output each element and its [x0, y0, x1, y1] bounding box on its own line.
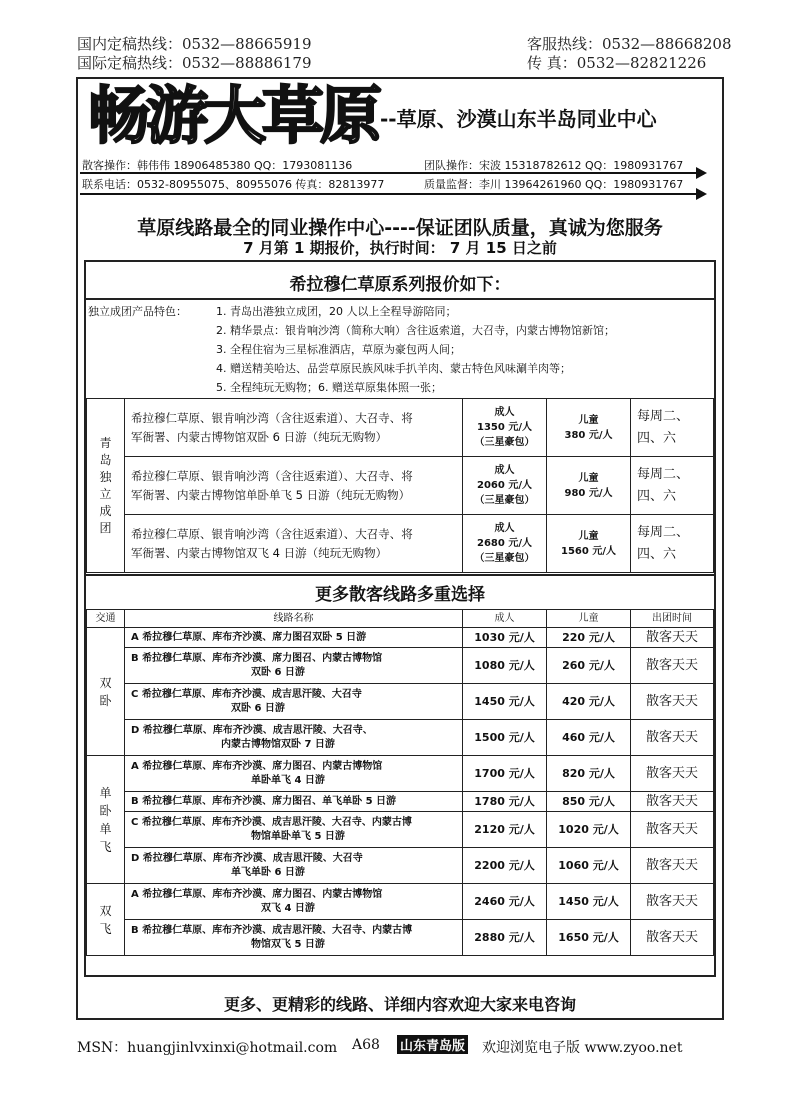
group-label — [87, 399, 125, 573]
route-line: 单卧单飞 4 日游 — [251, 774, 325, 786]
days-line: 四、六 — [637, 546, 677, 562]
label-char: 成 — [99, 503, 112, 518]
child-price: 820 元/人 — [547, 756, 631, 792]
child-label: 儿童 — [578, 414, 599, 426]
retail-routes-table — [86, 609, 714, 956]
label-char: 卧 — [99, 803, 112, 818]
adult-price: 2120 元/人 — [463, 812, 547, 848]
adult-price — [463, 515, 547, 573]
route-line: 物馆双飞 5 日游 — [251, 938, 325, 950]
child-price: 850 元/人 — [547, 792, 631, 812]
adult-price: 2460 元/人 — [463, 884, 547, 920]
arrow-icon — [696, 167, 707, 179]
adult-price: 2880 元/人 — [463, 920, 547, 956]
label-char: 青 — [99, 435, 112, 450]
child-price: 1450 元/人 — [547, 884, 631, 920]
route-line: C 希拉穆仁草原、库布齐沙漠、成吉思汗陵、大召寺 — [131, 688, 362, 700]
header-transport: 交通 — [87, 610, 125, 628]
child-price-value: 380 元/人 — [564, 429, 613, 441]
child-price — [547, 515, 631, 573]
label-char: 单 — [99, 821, 112, 836]
departure: 散客天天 — [631, 920, 714, 956]
divider-arrow-line — [80, 172, 698, 174]
departure: 散客天天 — [631, 756, 714, 792]
adult-price-value: 2680 元/人 — [477, 538, 532, 549]
adult-price: 1450 元/人 — [463, 684, 547, 720]
table-row — [87, 812, 714, 848]
route-line: D 希拉穆仁草原、库布齐沙漠、成吉思汗陵、大召寺、 — [131, 724, 373, 736]
route-name — [125, 720, 463, 756]
table-row — [87, 648, 714, 684]
international-hotline: 国际定稿热线：0532—88886179 — [77, 54, 312, 72]
route-line: 希拉穆仁草原、银肯响沙湾（含往返索道）、大召寺、将 — [131, 468, 413, 483]
adult-price: 1080 元/人 — [463, 648, 547, 684]
route-name: B 希拉穆仁草原、库布齐沙漠、席力图召、单飞单卧 5 日游 — [125, 792, 463, 812]
days-line: 四、六 — [637, 488, 677, 504]
route-line: 军衙署、内蒙古博物馆双卧 6 日游（纯玩无购物） — [131, 429, 388, 444]
route-name — [125, 457, 463, 515]
route-line: 军衙署、内蒙古博物馆单卧单飞 5 日游（纯玩无购物） — [131, 487, 411, 502]
child-price — [547, 457, 631, 515]
route-line: 军衙署、内蒙古博物馆双飞 4 日游（纯玩无购物） — [131, 545, 388, 560]
feature-item: 1. 青岛出港独立成团，20 人以上全程导游陪同； — [216, 305, 457, 318]
departure: 散客天天 — [631, 792, 714, 812]
header-adult: 成人 — [463, 610, 547, 628]
route-line: 单飞单卧 6 日游 — [231, 866, 305, 878]
child-price-value: 980 元/人 — [564, 487, 613, 499]
contact-retail: 散客操作：韩伟伟 18906485380 QQ：1793081136 — [82, 159, 353, 172]
service-hotline: 客服热线：0532—88668208 — [527, 35, 732, 53]
feature-item: 3. 全程住宿为三星标准酒店，草原为豪包两人间； — [216, 343, 461, 356]
departure: 散客天天 — [631, 848, 714, 884]
contact-team: 团队操作：宋波 15318782612 QQ：1980931767 — [424, 159, 684, 172]
route-line: A 希拉穆仁草原、库布齐沙漠、席力图召、内蒙古博物馆 — [131, 760, 383, 772]
header-route: 线路名称 — [125, 610, 463, 628]
price-panel — [84, 260, 716, 977]
adult-label: 成人 — [494, 523, 515, 534]
adult-label: 成人 — [494, 465, 515, 476]
child-price — [547, 399, 631, 457]
section-title-xilamuren: 希拉穆仁草原系列报价如下： — [289, 275, 511, 295]
table-row — [87, 457, 714, 515]
price-period: 7 月第 1 期报价，执行时间： 7 月 15 日之前 — [243, 239, 557, 257]
child-price: 1060 元/人 — [547, 848, 631, 884]
child-label: 儿童 — [578, 530, 599, 542]
msn-contact: MSN：huangjinlvxinxi@hotmail.com — [77, 1040, 338, 1056]
route-line: B 希拉穆仁草原、库布齐沙漠、成吉思汗陵、大召寺、内蒙古博 — [131, 924, 413, 936]
website-tagline[interactable]: 欢迎浏览电子版 www.zyoo.net — [482, 1040, 683, 1056]
page-number: A68 — [352, 1037, 380, 1053]
page-frame — [76, 77, 724, 1020]
label-char: 立 — [99, 486, 112, 501]
page-subtitle: --草原、沙漠山东半岛同业中心 — [380, 107, 657, 131]
slogan: 草原线路最全的同业操作中心----保证团队质量，真诚为您服务 — [137, 217, 663, 239]
publisher-logo — [397, 1035, 468, 1054]
label-char: 独 — [99, 469, 112, 484]
divider — [86, 574, 714, 576]
fax-number: 传 真：0532—82821226 — [527, 54, 707, 72]
days-line: 四、六 — [637, 430, 677, 446]
header-departure: 出团时间 — [631, 610, 714, 628]
route-line: 物馆单卧单飞 5 日游 — [251, 830, 345, 842]
label-char: 双 — [99, 903, 112, 918]
logo-text: 山东青岛版 — [397, 1035, 468, 1054]
route-line: 双飞 4 日游 — [261, 902, 315, 914]
label-char: 飞 — [99, 921, 112, 936]
departure-days — [631, 399, 714, 457]
contact-quality: 质量监督：李川 13964261960 QQ：1980931767 — [424, 178, 684, 191]
departure: 散客天天 — [631, 812, 714, 848]
header-child: 儿童 — [547, 610, 631, 628]
table-row — [87, 628, 714, 648]
route-name — [125, 648, 463, 684]
adult-price: 2200 元/人 — [463, 848, 547, 884]
feature-item: 2. 精华景点：银肯响沙湾（简称大响）含往返索道，大召寺，内蒙古博物馆新馆； — [216, 324, 615, 337]
adult-price-value: 1350 元/人 — [477, 422, 532, 433]
label-char: 岛 — [99, 452, 112, 467]
child-price: 220 元/人 — [547, 628, 631, 648]
route-line: D 希拉穆仁草原、库布齐沙漠、成吉思汗陵、大召寺 — [131, 852, 363, 864]
table-row — [87, 920, 714, 956]
adult-note: （三星豪包） — [474, 495, 535, 506]
route-name — [125, 884, 463, 920]
feature-item: 4. 赠送精美哈达、品尝草原民族风味手扒羊肉、蒙古特色风味涮羊肉等； — [216, 362, 571, 375]
arrow-icon — [696, 188, 707, 200]
child-price: 260 元/人 — [547, 648, 631, 684]
route-name — [125, 756, 463, 792]
transport-label — [87, 628, 125, 756]
adult-price — [463, 457, 547, 515]
transport-label — [87, 884, 125, 956]
label-char: 单 — [99, 785, 112, 800]
adult-note: （三星豪包） — [474, 437, 535, 448]
route-line: 内蒙古博物馆双卧 7 日游 — [221, 738, 335, 750]
departure-days — [631, 457, 714, 515]
label-char: 团 — [99, 520, 112, 535]
table-header-row — [87, 610, 714, 628]
page-title: 畅游大草原 — [88, 79, 379, 152]
child-price-value: 1560 元/人 — [561, 545, 616, 557]
route-name — [125, 515, 463, 573]
departure-days — [631, 515, 714, 573]
adult-price: 1700 元/人 — [463, 756, 547, 792]
divider-arrow-line — [80, 193, 698, 195]
route-line: C 希拉穆仁草原、库布齐沙漠、成吉思汗陵、大召寺、内蒙古博 — [131, 816, 412, 828]
table-row — [87, 792, 714, 812]
adult-price-value: 2060 元/人 — [477, 480, 532, 491]
departure: 散客天天 — [631, 684, 714, 720]
route-line: 希拉穆仁草原、银肯响沙湾（含往返索道）、大召寺、将 — [131, 410, 413, 425]
child-price: 1650 元/人 — [547, 920, 631, 956]
days-line: 每周二、 — [637, 408, 690, 424]
table-row — [87, 848, 714, 884]
table-row — [87, 884, 714, 920]
domestic-hotline: 国内定稿热线：0532—88665919 — [77, 35, 312, 53]
departure: 散客天天 — [631, 648, 714, 684]
departure: 散客天天 — [631, 628, 714, 648]
route-line: 希拉穆仁草原、银肯响沙湾（含往返索道）、大召寺、将 — [131, 526, 413, 541]
label-char: 双 — [99, 675, 112, 690]
table-row — [87, 720, 714, 756]
route-line: A 希拉穆仁草原、库布齐沙漠、席力图召、内蒙古博物馆 — [131, 888, 383, 900]
divider — [86, 298, 714, 300]
route-name: A 希拉穆仁草原、库布齐沙漠、席力图召双卧 5 日游 — [125, 628, 463, 648]
route-line: 双卧 6 日游 — [251, 666, 305, 678]
contact-phone: 联系电话：0532-80955075、80955076 传真：82813977 — [82, 178, 385, 191]
adult-note: （三星豪包） — [474, 553, 535, 564]
feature-item: 5. 全程纯玩无购物；6. 赠送草原集体照一张； — [216, 381, 442, 394]
table-row — [87, 515, 714, 573]
departure: 散客天天 — [631, 720, 714, 756]
child-label: 儿童 — [578, 472, 599, 484]
group-tour-table — [86, 398, 714, 573]
features-label: 独立成团产品特色： — [88, 305, 187, 318]
days-line: 每周二、 — [637, 466, 690, 482]
adult-price: 1030 元/人 — [463, 628, 547, 648]
child-price: 1020 元/人 — [547, 812, 631, 848]
adult-price — [463, 399, 547, 457]
table-row — [87, 684, 714, 720]
footer-caption: 更多、更精彩的线路、详细内容欢迎大家来电咨询 — [223, 995, 576, 1014]
table-row — [87, 756, 714, 792]
table-row — [87, 399, 714, 457]
child-price: 420 元/人 — [547, 684, 631, 720]
route-name — [125, 684, 463, 720]
transport-label — [87, 756, 125, 884]
days-line: 每周二、 — [637, 524, 690, 540]
label-char: 卧 — [99, 693, 112, 708]
departure: 散客天天 — [631, 884, 714, 920]
route-name — [125, 848, 463, 884]
route-line: B 希拉穆仁草原、库布齐沙漠、席力图召、内蒙古博物馆 — [131, 652, 383, 664]
route-name — [125, 812, 463, 848]
section-title-more-routes: 更多散客线路多重选择 — [315, 585, 485, 605]
route-line: 双卧 6 日游 — [231, 702, 285, 714]
adult-label: 成人 — [494, 407, 515, 418]
label-char: 飞 — [99, 839, 112, 854]
adult-price: 1780 元/人 — [463, 792, 547, 812]
route-name — [125, 920, 463, 956]
route-name — [125, 399, 463, 457]
child-price: 460 元/人 — [547, 720, 631, 756]
adult-price: 1500 元/人 — [463, 720, 547, 756]
